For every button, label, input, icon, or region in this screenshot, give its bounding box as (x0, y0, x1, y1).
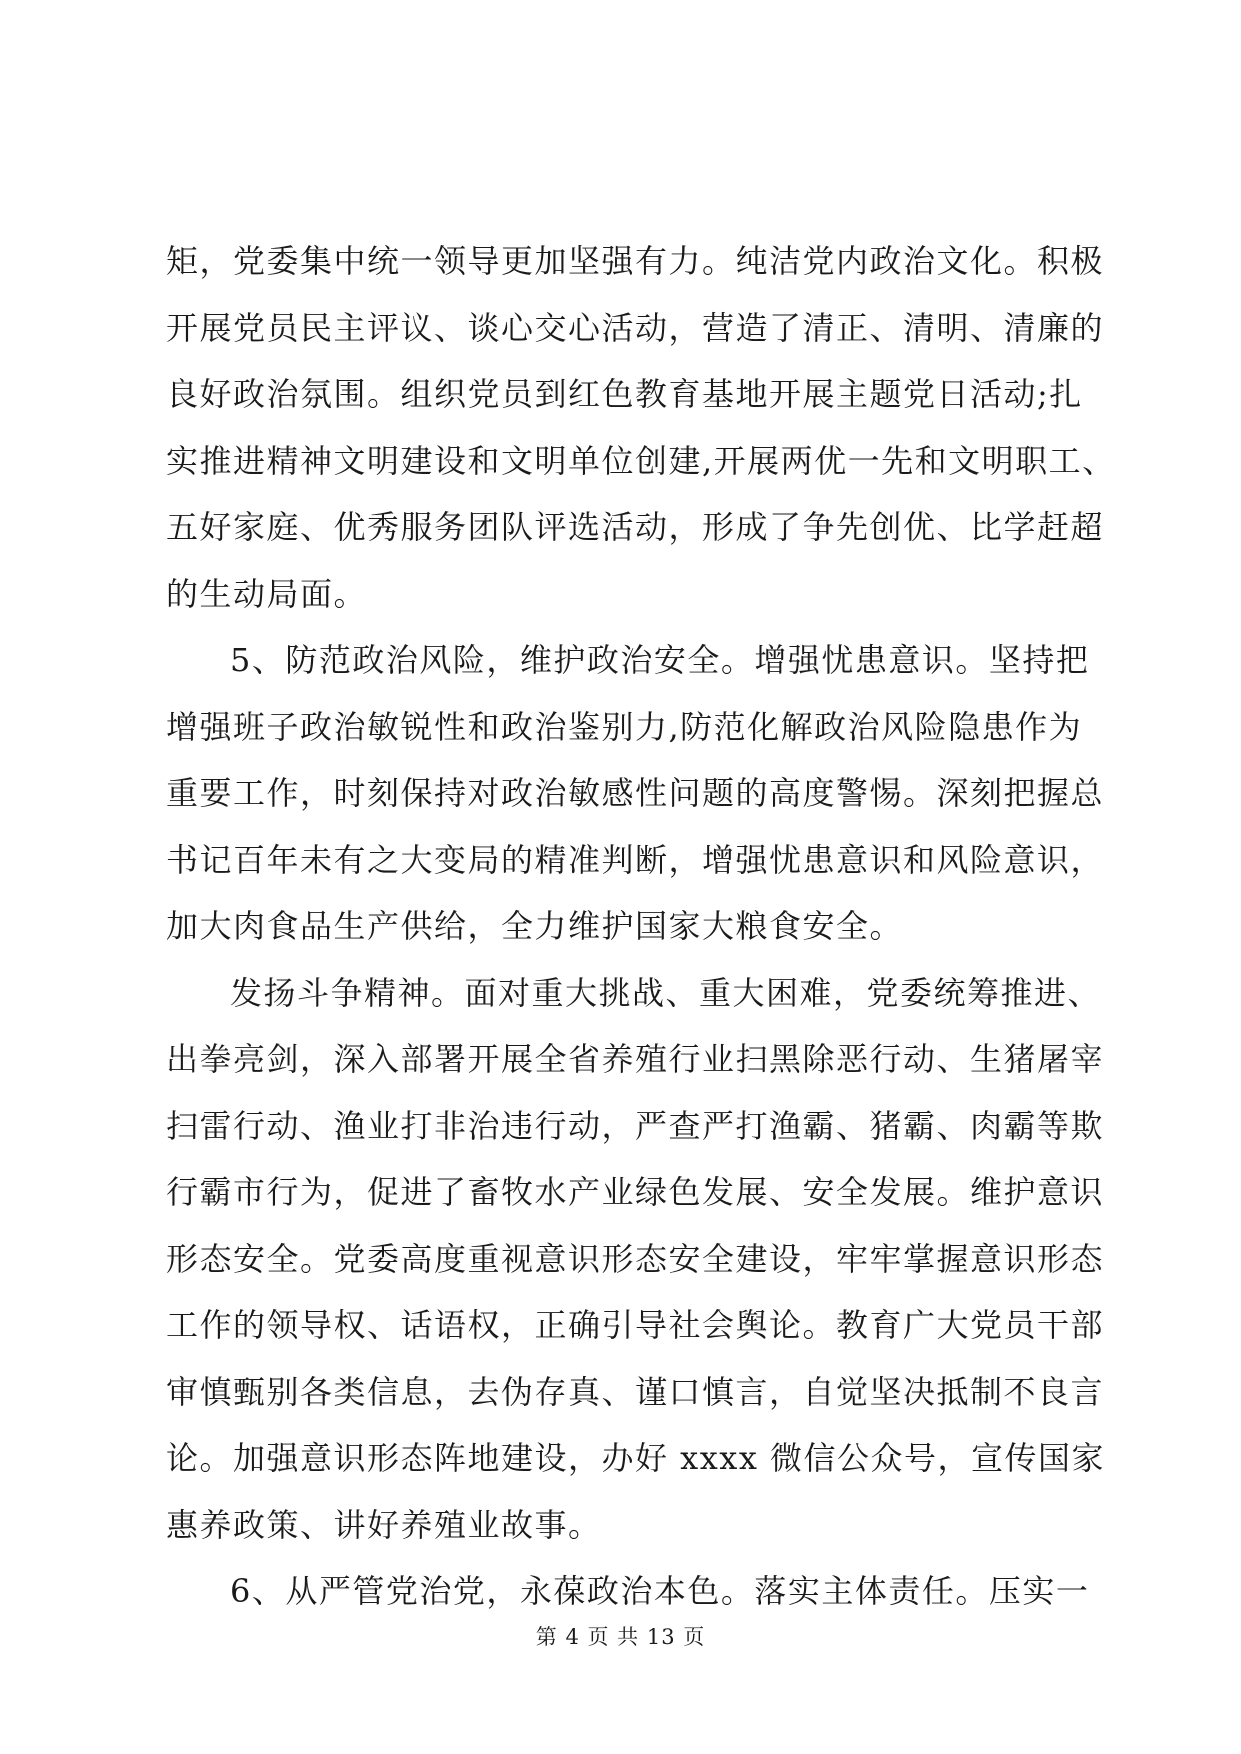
text-line: 出拳亮剑，深入部署开展全省养殖行业扫黑除恶行动、生猪屠宰 (166, 1040, 1105, 1078)
paragraph-struggle-spirit (166, 960, 1106, 1559)
text-line: 发扬斗争精神。面对重大挑战、重大困难，党委统筹推进、 (230, 973, 1102, 1012)
text-line: 开展党员民主评议、谈心交心活动，营造了清正、清明、清廉的 (166, 308, 1105, 347)
document-body (166, 228, 1116, 1625)
text-line: 增强班子政治敏锐性和政治鉴别力,防范化解政治风险隐患作为 (166, 707, 1083, 746)
text-line: 五好家庭、优秀服务团队评选活动，形成了争先创优、比学赶超 (166, 508, 1105, 546)
text-line: 惠养政策、讲好养殖业故事。 (166, 1505, 602, 1544)
text-line: 加大肉食品生产供给，全力维护国家大粮食安全。 (166, 907, 904, 945)
text-line: 5、防范政治风险，维护政治安全。增强忧患意识。坚持把 (230, 641, 1090, 679)
text-line: 行霸市行为，促进了畜牧水产业绿色发展、安全发展。维护意识 (166, 1173, 1105, 1211)
text-line: 的生动局面。 (166, 574, 368, 613)
text-line: 重要工作，时刻保持对政治敏感性问题的高度警惕。深刻把握总 (166, 774, 1105, 812)
text-line: 工作的领导权、话语权，正确引导社会舆论。教育广大党员干部 (166, 1306, 1105, 1344)
text-line: 形态安全。党委高度重视意识形态安全建设，牢牢掌握意识形态 (166, 1239, 1105, 1278)
paragraph-party-culture (166, 228, 1116, 627)
text-line: 6、从严管党治党，永葆政治本色。落实主体责任。压实一 (230, 1572, 1090, 1610)
text-line: 良好政治氛围。组织党员到红色教育基地开展主题党日活动;扎 (166, 375, 1083, 413)
paragraph-strict-governance (166, 1558, 1090, 1625)
text-line: 实推进精神文明建设和文明单位创建,开展两优一先和文明职工、 (166, 441, 1116, 480)
text-line: 书记百年未有之大变局的精准判断，增强忧患意识和风险意识， (166, 840, 1105, 879)
text-line: 审慎甄别各类信息，去伪存真、谨口慎言，自觉坚决抵制不良言 (166, 1372, 1105, 1411)
paragraph-political-risk (166, 627, 1105, 960)
text-line: 扫雷行动、渔业打非治违行动，严查严打渔霸、猪霸、肉霸等欺 (166, 1106, 1105, 1145)
text-line: 矩，党委集中统一领导更加坚强有力。纯洁党内政治文化。积极 (166, 242, 1105, 280)
text-line: 论。加强意识形态阵地建设，办好 xxxx 微信公众号，宣传国家 (166, 1439, 1106, 1477)
page-number-footer: 第 4 页 共 13 页 (535, 1625, 706, 1649)
